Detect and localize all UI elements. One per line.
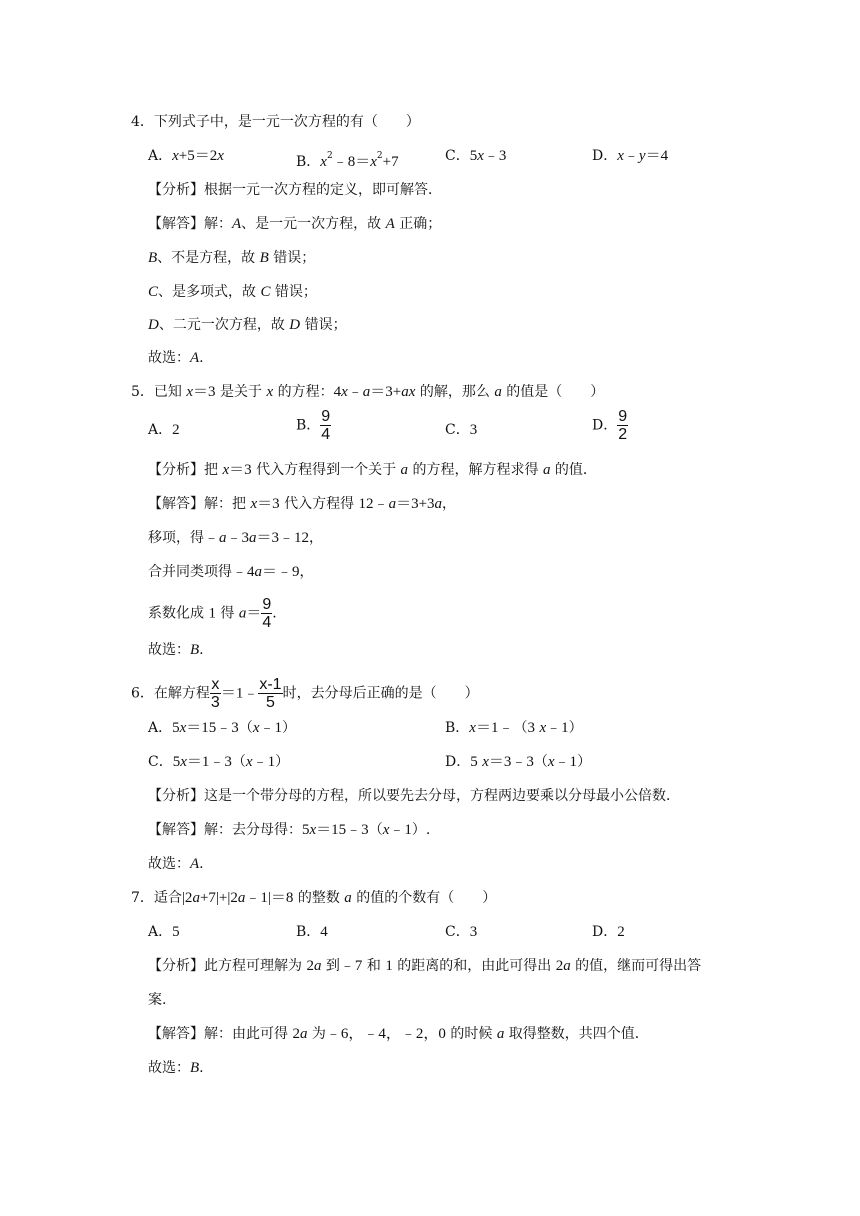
- q7-option-d: D．2: [592, 924, 625, 940]
- q5-stem: 5．已知 x＝3 是关于 x 的方程：4x﹣a＝3+ax 的解，那么 a 的值是（ ）: [131, 384, 605, 400]
- q6-answer-line-2: 故选：A.: [148, 856, 204, 872]
- fraction-9-over-2: $\frac{9}{2}$: [618, 408, 628, 443]
- q7-stem: 7．适合|2a+7|+|2a﹣1|＝8 的整数 a 的值的个数有（ ）: [131, 890, 497, 906]
- q7-answer-line-2: 故选：B.: [148, 1060, 204, 1076]
- q4-option-a: A．x+5＝2x: [148, 148, 224, 164]
- fraction-9-over-4: $\frac{9}{4}$: [321, 408, 331, 443]
- q4-option-d: D．x﹣y＝4: [592, 148, 669, 164]
- q6-option-b: B．x＝1﹣（3 x﹣1）: [445, 720, 583, 736]
- q6-option-c: C．5x＝1﹣3（x﹣1）: [148, 754, 290, 770]
- q4-option-b: B．$x^2﹣8=x^2+7$: [296, 151, 399, 170]
- q5-option-d: D． $\frac{9}{2}$: [592, 408, 628, 443]
- q5-answer-line-5: 故选：B.: [148, 642, 204, 658]
- q6-option-a: A．5x＝15﹣3（x﹣1）: [148, 720, 296, 736]
- fraction-x-minus-1-over-5: $\frac{x-1}{5}$: [259, 676, 282, 711]
- q5-option-c: C．3: [445, 422, 478, 438]
- q4-answer-line-2: B、不是方程，故 B 错误；: [148, 250, 316, 266]
- q5-answer-line-4: 系数化成 1 得 a＝ $\frac{9}{4}$ .: [148, 596, 277, 631]
- q4-answer-line-3: C、是多项式，故 C 错误；: [148, 284, 317, 300]
- q5-option-a: A．2: [148, 422, 180, 438]
- q5-answer-line-1: 【解答】解：把 x＝3 代入方程得 12﹣a＝3+3a，: [148, 496, 457, 512]
- q7-option-a: A．5: [148, 924, 180, 940]
- q6-answer-line-1: 【解答】解：去分母得：5x＝15﹣3（x﹣1）.: [148, 822, 431, 838]
- q7-option-c: C．3: [445, 924, 478, 940]
- q4-answer-line-4: D、二元一次方程，故 D 错误；: [148, 317, 347, 333]
- q5-answer-line-3: 合并同类项得﹣4a＝﹣9，: [148, 564, 314, 580]
- q4-option-c: C．5x﹣3: [445, 148, 507, 164]
- q5-option-b: B． $\frac{9}{4}$: [296, 408, 331, 443]
- q4-answer-line-1: 【解答】解：A、是一元一次方程，故 A 正确；: [148, 216, 442, 232]
- q6-analysis: 【分析】这是一个带分母的方程，所以要先去分母，方程两边要乘以分母最小公倍数．: [148, 788, 680, 804]
- q6-option-d: D．5 x＝3﹣3（x﹣1）: [445, 754, 592, 770]
- q7-analysis-line-1: 【分析】此方程可理解为 2a 到﹣7 和 1 的距离的和，由此可得出 2a 的值，继而可得出答: [148, 958, 702, 974]
- q7-analysis-line-2: 案.: [148, 992, 167, 1008]
- q6-stem: 6．在解方程 $\frac{x}{3}$ ＝1﹣ $\frac{x-1}{5}$ 时，去分母后正确的是（ ）: [131, 676, 479, 711]
- q4-analysis: 【分析】根据一元一次方程的定义，即可解答．: [148, 182, 442, 198]
- q4-answer-line-5: 故选：A.: [148, 350, 204, 366]
- fraction-9-over-4: $\frac{9}{4}$: [262, 596, 272, 631]
- q7-answer-line-1: 【解答】解：由此可得 2a 为﹣6，﹣4，﹣2，0 的时候 a 取得整数，共四个值．: [148, 1026, 649, 1042]
- fraction-x-over-3: $\frac{x}{3}$: [210, 676, 220, 711]
- q7-option-b: B．4: [296, 924, 328, 940]
- q5-answer-line-2: 移项，得﹣a﹣3a＝3﹣12，: [148, 530, 324, 546]
- q4-stem: 4．下列式子中，是一元一次方程的有（ ）: [131, 114, 420, 130]
- q5-analysis: 【分析】把 x＝3 代入方程得到一个关于 a 的方程，解方程求得 a 的值．: [148, 462, 597, 478]
